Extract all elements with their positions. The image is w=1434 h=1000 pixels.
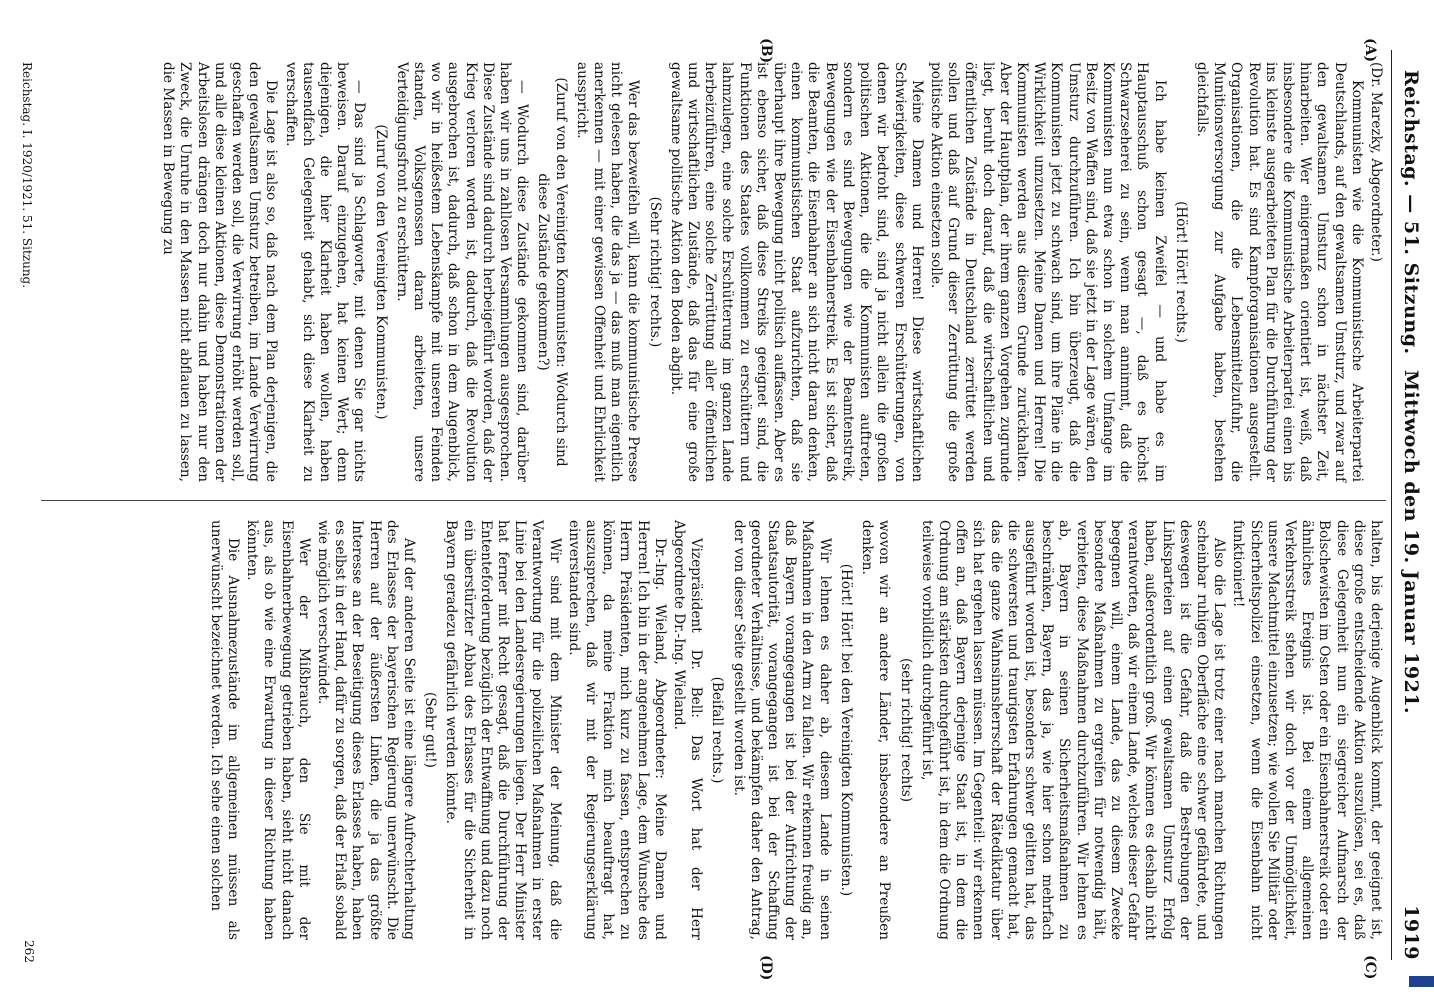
- paragraph: Dr.-Ing. Wieland, Abgeordneter: Meine Damen und Herren! Ich bin in der angenehmen Lage, dem Wunsche des Herrn Präsidenten, mich kurz zu fassen, entsprechen zu können, da meine Fraktion mich beauftragt hat, auszusprechen, daß wir mit der Regierungserklärung einverstanden sind.: [565, 520, 668, 940]
- speaker-intro: Vizepräsident Dr. Bell: Das Wort hat der Herr Abgeordnete Dr.-Ing. Wieland.: [671, 520, 705, 940]
- header-left: Reichstag. — 51. Sitzung.: [1400, 70, 1422, 355]
- header-center: Mittwoch den 19. Januar 1921.: [1400, 370, 1422, 715]
- paragraph: Ich habe keinen Zweifel — und habe es im Hauptausschuß schon gesagt —, daß es höchst Schwarzseherei zu sein, wenn man annimmt, daß die Kommunisten nun etwa schon in solchem Umfange im Besitz von Waffen sind, daß sie jetzt in der Lage wären, den Umsturz durchzuführen. Ich bin überzeugt, daß die Kommunisten jetzt zu schwach sind, um ihre Pläne in die Wirklichkeit umzusetzen. Meine Damen und Herren! Die Kommunisten werden aus diesem Grunde zurückhalten. Aber der Hauptplan, der ihrem ganzen Vorgehen zugrunde liegt, beruht doch darauf, daß die wirtschaftlichen und öffentlichen Zustände in Deutschland zerrüttet werden sollen und daß auf Grund dieser Zerrüttung die große politische Aktion einsetzen solle.: [927, 62, 1168, 482]
- paragraph: Wer das bezweifeln will, kann die kommunistische Presse nicht gelesen haben, die das ja — das muß man eigentlich anerkennen — mit einer gewissen Offenheit und Ehrlichkeit ausspricht.: [573, 62, 642, 482]
- page-number: 1919: [1400, 905, 1422, 960]
- paragraph: Also die Lage ist trotz einer nach manchen Richtungen scheinbar ruhigen Oberfläche eine schwer gefährdete, und deswegen ist die Gefahr, daß die Bestrebungen der Linksparteien auf einen gewaltsamen Umsturz Erfolg haben, außerordentlich groß. Wir können es deshalb nicht verantworten, daß wir einem Lande, welches dieser Gefahr begegnen will, einem Lande, das zu diesem Zwecke besondere Maßnahmen zu ergreifen für notwendig hält, verbieten, diese Maßnahmen durchzuführen. Wir lehnen es ab, Bayern in seinen Sicherheitsmaßnahmen zu beschränken, Bayern, das ja, wie hier schon mehrfach ausgeführt worden ist, besonders schwer gelitten hat, das die schwersten und traurigsten Erfahrungen gemacht hat, das die ganze Wahnsinnsherrschaft der Rätediktatur über sich hat ergehen lassen müssen. Im Gegenteil: wir erkennen offen an, daß Bayern derjenige Staat ist, in dem die Ordnung am stärksten durchgeführt ist, in dem die Ordnung teilweise vorbildlich durchgeführt ist,: [918, 520, 1228, 940]
- margin-letter-b: (B): [758, 38, 774, 64]
- interjection: (Hört! Hört! rechts.): [1172, 201, 1189, 343]
- paragraph: Wir sind mit dem Minister der Meinung, daß die Verantwortung für die polizeilichen Maßnahmen in erster Linie bei den Landesregierungen liegen. Der Herr Minister hat ferner mit Recht gesagt, daß die Durchführung der Ententeforderung bezüglich der Entwaffnung und dazu noch ein überstürzter Abbau des Erlasses für die Sicherheit in Bayern geradezu gefährlich werden könnte.: [443, 520, 563, 940]
- margin-letter-d: (D): [758, 955, 774, 981]
- paragraph: Wer der Mißbrauch, den Sie mit der Eisenbahnerbewegung getrieben haben, sieht nicht danach aus, als ob wie eine Erwartung in dieser Richtung haben könnten.: [244, 520, 312, 940]
- speaker-label: (Dr. Marezky, Abgeordneter.): [1368, 62, 1384, 262]
- paragraph: Die Ausnahmezustände im allgemeinen müssen als unerwünscht bezeichnet werden. Ich sehe einen solchen: [207, 520, 241, 940]
- interjection: (Hört! Hört! bei den Vereinigten Kommunisten.): [837, 563, 854, 897]
- interjection: (sehr richtig! rechts): [897, 657, 914, 803]
- interjection: (Sehr richtig! rechts.): [646, 196, 663, 348]
- footer-page-number: 262: [22, 940, 36, 963]
- interjection: (Zuruf von den Vereinigten Kommunisten: Wodurch sind diese Zustände gekommen?): [535, 77, 569, 467]
- margin-letter-a: (A): [1362, 38, 1378, 63]
- column-divider: [41, 500, 1386, 501]
- digitization-note: [1418, 70, 1434, 1000]
- paragraph: — Das sind ja Schlagworte, mit denen Sie gar nichts beweisen. Darauf einzugehen, hat keinen Wert; denn diejenigen, die hier Klarheit haben wollen, haben tausendfach Gelegenheit gehabt, sich diese Klarheit zu verschaffen.: [282, 62, 368, 482]
- margin-letter-c: (C): [1362, 955, 1378, 980]
- paragraph: halten, bis derjenige Augenblick kommt, der geeignet ist, diese große entscheidende Aktion auszulösen, sei es, daß diese Gelegenheit nun ein siegreicher Aufmarsch der Bolschewisten im Osten oder ein Eisenbahnerstreik oder ein ähnliches Ereignis ist. Bei einem allgemeinen Verkehrsstreik stehen wir doch vor der Unmöglichkeit, unsere Machtmittel einzusetzen; wie wollen Sie Militär oder Sicherheitspolizei einsetzen, wenn die Eisenbahn nicht funktioniert!: [1230, 520, 1384, 940]
- paragraph: Meine Damen und Herren! Diese wirtschaftlichen Schwierigkeiten, diese schweren Erschütterungen, von denen wir bedroht sind, sind ja nicht allein die großen politischen Aktionen, die die Kommunisten auftreten, sondern es sind Bewegungen wie der Beamtenstreik, Bewegungen wie der Eisenbahnerstreik. Es ist sicher, daß die Beamten, die Eisenbahner an sich nicht daran denken, einen kommunistischen Staat aufzurichten, daß sie überhaupt ihre Bewegung nicht politisch auffassen. Aber es ist ebenso sicher, daß diese Streiks geeignet sind, die Funktionen des Staates vollkommen zu erschüttern und lahmzulegen, eine solche Erschütterung im ganzen Lande herbeizuführen, eine solche Zerrüttung aller öffentlichen und wirtschaftlichen Zustände, daß das für eine große gewaltsame politische Aktion den Boden abgibt.: [667, 62, 925, 482]
- left-column: [157, 62, 1384, 482]
- paragraph: — Wodurch diese Zustände gekommen sind, darüber haben wir uns in zahllosen Versammlungen ausgesprochen. Diese Zustände sind dadurch herbeigeführt worden, daß der Krieg verloren worden ist, dadurch, daß die Revolution ausgebrochen ist, dadurch, daß schon in dem Augenblick, wo wir in heißestem Lebenskampfe mit unseren Feinden standen, Volksgenossen daran arbeiteten, unsere Verteidigungsfront zu erschüttern.: [393, 62, 531, 482]
- interjection: (Beifall rechts.): [709, 676, 726, 784]
- paragraph: wovon wir an andere Länder, insbesondere an Preußen denken.: [859, 520, 893, 940]
- paragraph: Kommunisten wie die Kommunistische Arbeiterpartei Deutschlands, auf den gewaltsamen Umsturz, und zwar auf den gewaltsamen Umsturz schon in nächster Zeit, hinarbeiten. Wer einigermaßen orientiert ist, weiß, daß insbesondere die Kommunistische Arbeiterpartei einen bis ins kleinste ausgearbeiteten Plan für die Durchführung der Revolution hat. Es sind Kampforganisationen ausgestellt. Organisationen, die die Lebensmittelzufuhr, die Munitionsversorgung zur Aufgabe haben, bestehen gleichfalls.: [1193, 62, 1365, 482]
- footer-left: Reichstag. I. 1920/1921. 51. Sitzung.: [20, 62, 34, 289]
- paragraph: Die Lage ist also so, daß nach dem Plan derjenigen, die den gewaltsamen Umsturz betreiben, im Lande Verwirrung geschaffen werden soll, die Verwirrung erhöht werden soll, und alle diese kleinen Aktionen, diese Demonstrationen der Arbeitslosen drängen doch nur dahin und haben nur den Zweck, die Unruhe in den Massen nicht abflauen zu lassen, die Massen in Bewegung zu: [160, 62, 280, 482]
- interjection: (Sehr gut!): [422, 692, 439, 768]
- paragraph: Auf der anderen Seite ist eine längere Aufrechterhaltung des Erlasses der bayerischen Regierung unerwünscht. Die Herren auf der äußersten Linken, die ja das größte Interesse an der Beseitigung dieses Erlasses haben, haben es selbst in der Hand, dafür zu sorgen, daß der Erlaß sobald wie möglich verschwindet.: [315, 520, 418, 940]
- right-column: [205, 520, 1384, 940]
- dfg-logo: [1409, 976, 1434, 987]
- interjection: (Zuruf von den Vereinigten Kommunisten.): [372, 124, 389, 420]
- header-rule: [1391, 50, 1392, 960]
- paragraph: Wir lehnen es daher ab, diesem Lande in seinen Maßnahmen in den Arm zu fallen. Wir erkennen freudig an, daß Bayern vorangegangen ist bei der Aufrichtung der Staatsautorität, vorangegangen ist bei der Schaffung geordneter Verhältnisse, und bekämpfen daher den Antrag, der von dieser Seite gestellt worden ist.: [730, 520, 833, 940]
